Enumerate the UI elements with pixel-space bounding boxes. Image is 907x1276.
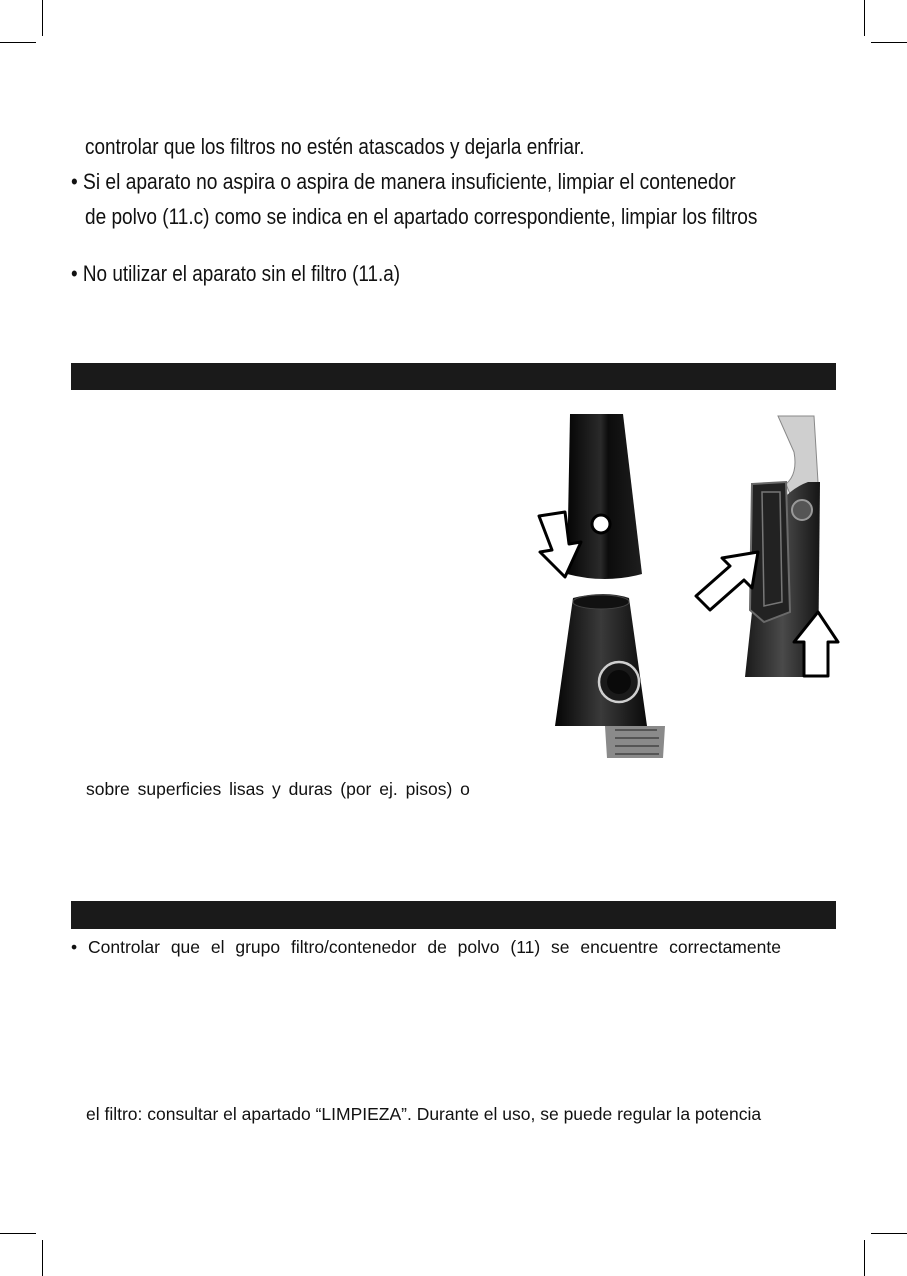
crop-mark: [42, 1240, 43, 1276]
text-line: sobre superficies lisas y duras (por ej. pisos) o: [86, 779, 470, 799]
text-line: el filtro: consultar el apartado “LIMPIEZA”. Durante el uso, se puede regular la potencia: [86, 1104, 762, 1124]
section-header-bar: [71, 901, 836, 929]
section-header-bar: [71, 363, 836, 390]
crop-mark: [871, 42, 907, 43]
text-line: controlar que los filtros no estén atascados y dejarla enfriar.: [85, 134, 585, 159]
crop-mark: [864, 1240, 865, 1276]
crop-mark: [0, 1233, 36, 1234]
crop-mark: [42, 0, 43, 36]
bullet-line: • No utilizar el aparato sin el filtro (11.a): [71, 261, 401, 286]
crop-mark: [864, 0, 865, 36]
crop-mark: [0, 42, 36, 43]
crop-mark: [871, 1233, 907, 1234]
text-line: de polvo (11.c) como se indica en el apartado correspondiente, limpiar los filtros: [85, 204, 758, 229]
handle-illustration: [690, 412, 840, 682]
nozzle-illustration: [525, 412, 665, 762]
bullet-line: • Si el aparato no aspira o aspira de manera insuficiente, limpiar el contenedor: [71, 169, 736, 194]
bullet-line: • Controlar que el grupo filtro/contenedor de polvo (11) se encuentre correctamente: [71, 937, 781, 957]
